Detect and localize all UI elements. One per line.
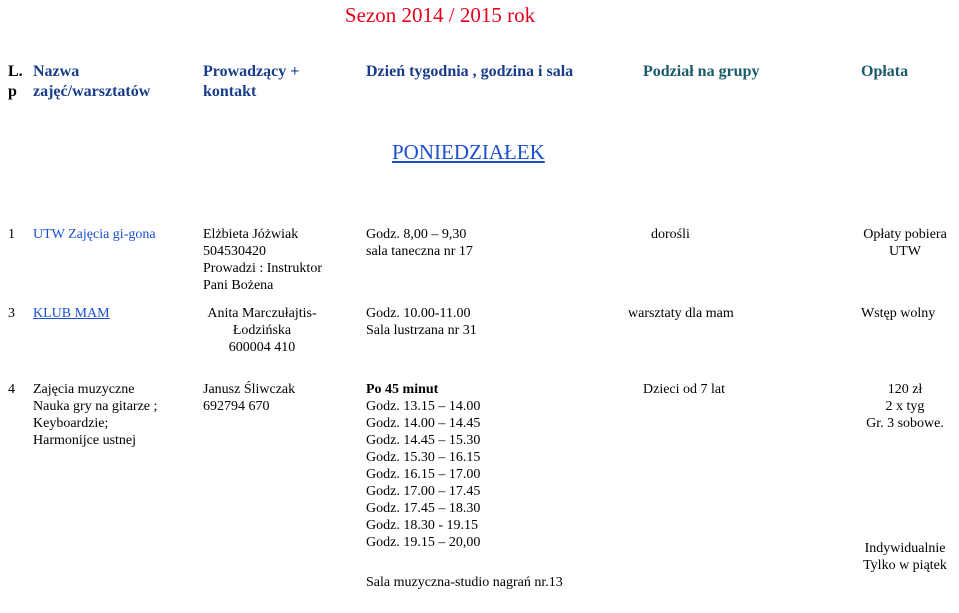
row1-lp: 1 (8, 227, 15, 242)
header-dzien: Dzień tygodnia , godzina i sala (366, 63, 574, 80)
row2-lp: 3 (8, 306, 15, 321)
row2-schedule: Godz. 10.00-11.00 Sala lustrzana nr 31 (366, 306, 477, 338)
row3-lp: 4 (8, 382, 15, 397)
row3-room: Sala muzyczna-studio nagrań nr.13 (366, 575, 563, 590)
row3-fee: 120 zł 2 x tyg Gr. 3 sobowe. (866, 382, 944, 431)
row3-instructor: Janusz Śliwczak 692794 670 (203, 382, 296, 414)
row3-name: Zajęcia muzyczne Nauka gry na gitarze ; Keyboardzie; Harmonijce ustnej (33, 382, 158, 448)
row3-schedule: Po 45 minut Godz. 13.15 – 14.00 Godz. 14.00 – 14.45 Godz. 14.45 – 15.30 Godz. 15.30 – 16.15 Godz. 16.15 – 17.00 Godz. 17.00 – 17.45 Godz. 17.45 – 18.30 Godz. 18.30 - 19.15 Godz. 19.15 – 20,00 (366, 382, 481, 550)
row2-group: warsztaty dla mam (628, 306, 734, 321)
row1-name: UTW Zajęcia gi-gona (33, 227, 156, 242)
page-title: Sezon 2014 / 2015 rok (344, 3, 536, 27)
header-podzial: Podział na grupy (643, 63, 760, 80)
row2-fee: Wstęp wolny (861, 306, 936, 321)
row3-fee-extra: Indywidualnie Tylko w piątek (863, 541, 947, 573)
header-lp: L. p (8, 63, 23, 100)
header-oplata: Opłata (861, 63, 909, 80)
header-nazwa: Nazwa zajęć/warsztatów (33, 63, 151, 100)
row2-name-link[interactable]: KLUB MAM (33, 306, 110, 321)
row1-schedule: Godz. 8,00 – 9,30 sala taneczna nr 17 (366, 227, 473, 259)
row3-group: Dzieci od 7 lat (643, 382, 726, 397)
day-heading[interactable]: PONIEDZIAŁEK (392, 140, 545, 164)
row1-instructor: Elżbieta Jóżwiak 504530420 Prowadzi : Instruktor Pani Bożena (203, 227, 322, 293)
header-prowadzacy: Prowadzący + kontakt (203, 63, 300, 100)
row1-fee: Opłaty pobiera UTW (863, 227, 947, 259)
row1-group: dorośli (651, 227, 690, 242)
row2-instructor: Anita Marczułajtis- Łodzińska 600004 410 (207, 306, 317, 355)
